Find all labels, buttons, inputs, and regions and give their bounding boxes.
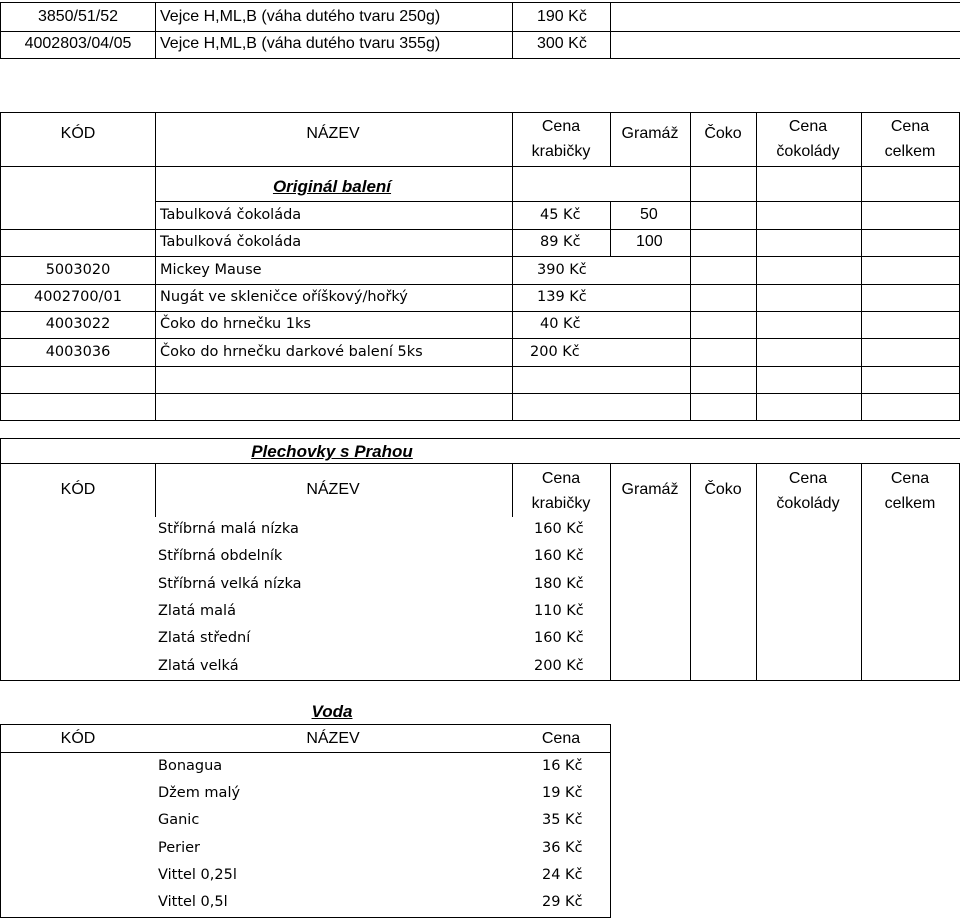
- row-code: 4003036: [45, 344, 111, 360]
- row-name: Tabulková čokoláda: [160, 234, 302, 250]
- header-coko: Čoko: [704, 481, 742, 498]
- row-price: 45 Kč: [540, 207, 581, 223]
- header-nazev: NÁZEV: [306, 125, 360, 142]
- section-title-plechovky: Plechovky s Prahou: [251, 442, 413, 461]
- header-cena: Cena: [541, 730, 581, 747]
- header-coko: Čoko: [704, 125, 742, 142]
- header-kod: KÓD: [60, 125, 96, 142]
- row-name: Stříbrná velká nízka: [158, 576, 302, 592]
- row-price: 110 Kč: [534, 603, 584, 619]
- header-cena-cokolady-l2: čokolády: [776, 143, 840, 160]
- row-name: Ganic: [158, 812, 200, 828]
- row-name: Vittel 0,25l: [158, 867, 237, 883]
- row-name: Džem malý: [158, 785, 241, 801]
- row-price: 16 Kč: [542, 758, 583, 774]
- top-row-code: 4002803/04/05: [24, 35, 132, 52]
- row-name: Stříbrná obdelník: [158, 548, 283, 564]
- header-cena-krabicky-l2: krabičky: [531, 495, 591, 512]
- header-cena-krabicky-l1: Cena: [541, 118, 581, 135]
- header-nazev: NÁZEV: [306, 730, 360, 747]
- row-code: 4003022: [45, 316, 111, 332]
- header-kod: KÓD: [60, 481, 96, 498]
- row-name: Bonagua: [158, 758, 223, 774]
- section-title-original: Originál balení: [272, 177, 392, 196]
- header-cena-krabicky-l1: Cena: [541, 470, 581, 487]
- row-price: 160 Kč: [534, 630, 584, 646]
- row-name: Vittel 0,5l: [158, 894, 228, 910]
- row-name: Perier: [158, 840, 201, 856]
- row-name: Nugát ve skleničce oříškový/hořký: [160, 289, 408, 305]
- row-name: Mickey Mause: [160, 262, 262, 278]
- header-cena-celkem-l1: Cena: [890, 118, 930, 135]
- row-price: 19 Kč: [542, 785, 583, 801]
- header-cena-cokolady-l2: čokolády: [776, 495, 840, 512]
- row-price: 40 Kč: [540, 316, 581, 332]
- row-name: Zlatá střední: [158, 630, 251, 646]
- row-name: Tabulková čokoláda: [160, 207, 302, 223]
- top-row-name: Vejce H,ML,B (váha dutého tvaru 250g): [160, 8, 441, 25]
- row-price: 390 Kč: [537, 262, 587, 278]
- row-price: 160 Kč: [534, 521, 584, 537]
- header-cena-cokolady-l1: Cena: [788, 470, 828, 487]
- section-title-voda: Voda: [311, 702, 353, 721]
- header-cena-celkem-l1: Cena: [890, 470, 930, 487]
- row-name: Zlatá velká: [158, 658, 239, 674]
- row-name: Zlatá malá: [158, 603, 236, 619]
- top-row-price: 300 Kč: [537, 35, 587, 52]
- row-price: 29 Kč: [542, 894, 583, 910]
- header-cena-celkem-l2: celkem: [884, 143, 936, 160]
- row-price: 35 Kč: [542, 812, 583, 828]
- header-cena-krabicky-l2: krabičky: [531, 143, 591, 160]
- row-price: 139 Kč: [537, 289, 587, 305]
- header-cena-cokolady-l1: Cena: [788, 118, 828, 135]
- top-row-price: 190 Kč: [537, 8, 587, 25]
- top-row-name: Vejce H,ML,B (váha dutého tvaru 355g): [160, 35, 441, 52]
- row-name: Čoko do hrnečku 1ks: [160, 316, 311, 332]
- row-price: 160 Kč: [534, 548, 584, 564]
- row-price: 200 Kč: [530, 344, 580, 360]
- row-price: 180 Kč: [534, 576, 584, 592]
- top-row-code: 3850/51/52: [37, 8, 119, 25]
- header-cena-celkem-l2: celkem: [884, 495, 936, 512]
- row-price: 36 Kč: [542, 840, 583, 856]
- row-price: 24 Kč: [542, 867, 583, 883]
- row-name: Čoko do hrnečku darkové balení 5ks: [160, 344, 423, 360]
- row-code: 4002700/01: [34, 289, 122, 305]
- header-nazev: NÁZEV: [306, 481, 360, 498]
- row-code: 5003020: [45, 262, 111, 278]
- row-price: 200 Kč: [534, 658, 584, 674]
- row-name: Stříbrná malá nízka: [158, 521, 299, 537]
- header-gramaz: Gramáž: [621, 125, 679, 142]
- row-gramaz: 50: [640, 206, 658, 223]
- row-gramaz: 100: [636, 233, 663, 250]
- header-gramaz: Gramáž: [621, 481, 679, 498]
- row-price: 89 Kč: [540, 234, 581, 250]
- header-kod: KÓD: [60, 730, 96, 747]
